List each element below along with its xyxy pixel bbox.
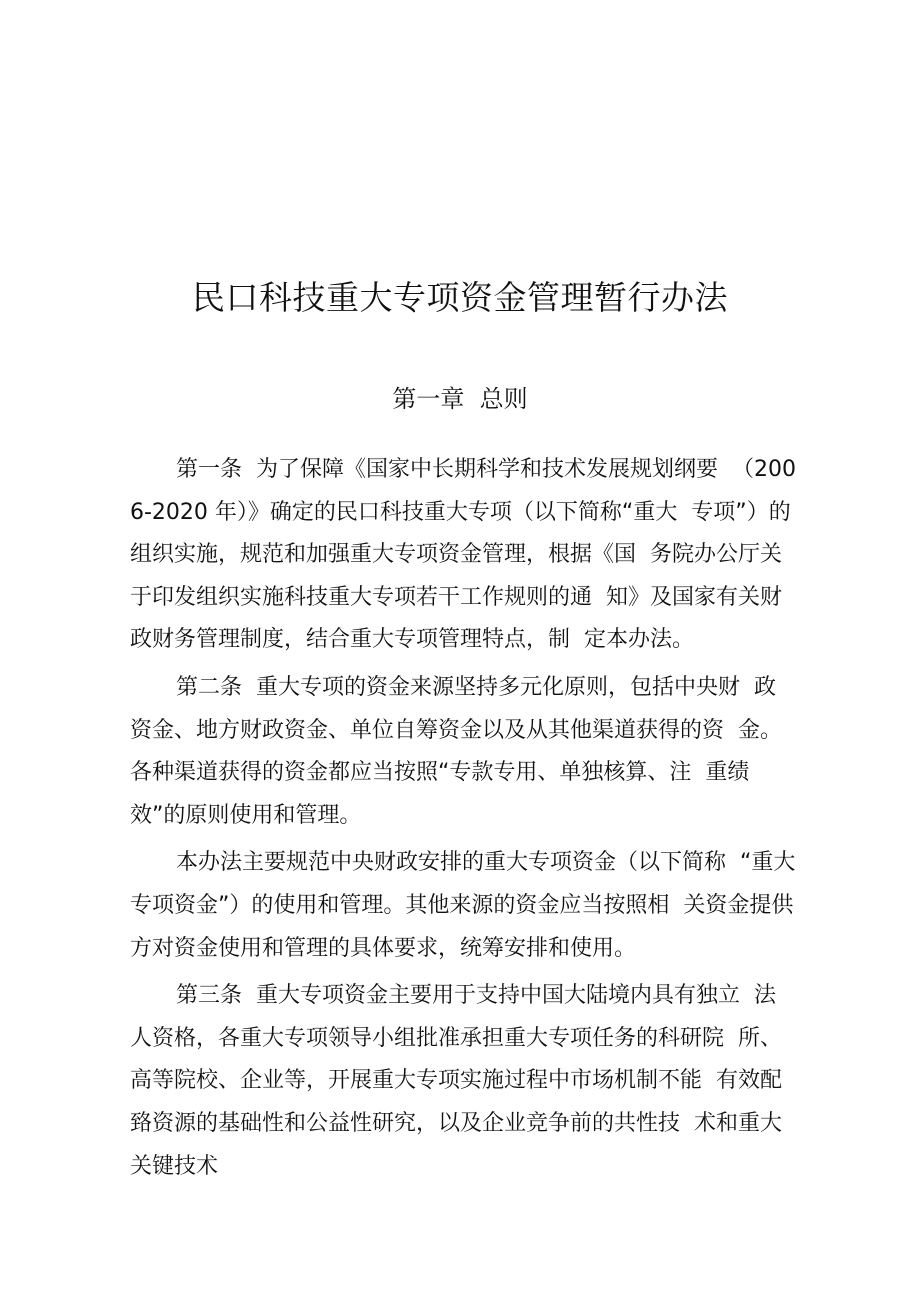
paragraph-article-1: 第一条 为了保障《国家中长期科学和技术发展规划纲要 （2006-2020 年）》确定的民口科技重大专项（以下简称“重大 专项”）的组织实施，规范和加强重大专项资金管理，根据《国 务院办公厅关于印发组织实施科技重大专项若干工作规则的通 知》及国家有关财政财务管理制度，结合重大专项管理特点，制 定本办法。 xyxy=(130,457,796,653)
chapter-heading: 第一章 总则 xyxy=(392,385,528,413)
document-body xyxy=(130,449,796,1193)
paragraph-article-3: 第三条 重大专项资金主要用于支持中国大陆境内具有独立 法人资格，各重大专项领导小组批准承担重大专项任务的科研院 所、高等院校、企业等，开展重大专项实施过程中市场机制不能 有效配臵资源的基础性和公益性研究，以及企业竞争前的共性技 术和重大关键技术 xyxy=(130,983,782,1179)
paragraph-scope: 本办法主要规范中央财政安排的重大专项资金（以下简称 “重大专项资金”）的使用和管理。其他来源的资金应当按照相 关资金提供方对资金使用和管理的具体要求，统筹安排和使用。 xyxy=(130,850,796,961)
document-title: 民口科技重大专项资金管理暂行办法 xyxy=(192,278,728,317)
paragraph-article-2: 第二条 重大专项的资金来源坚持多元化原则，包括中央财 政资金、地方财政资金、单位自筹资金以及从其他渠道获得的资 金。各种渠道获得的资金都应当按照“专款专用、单独核算、注 重绩效”的原则使用和管理。 xyxy=(130,674,782,828)
